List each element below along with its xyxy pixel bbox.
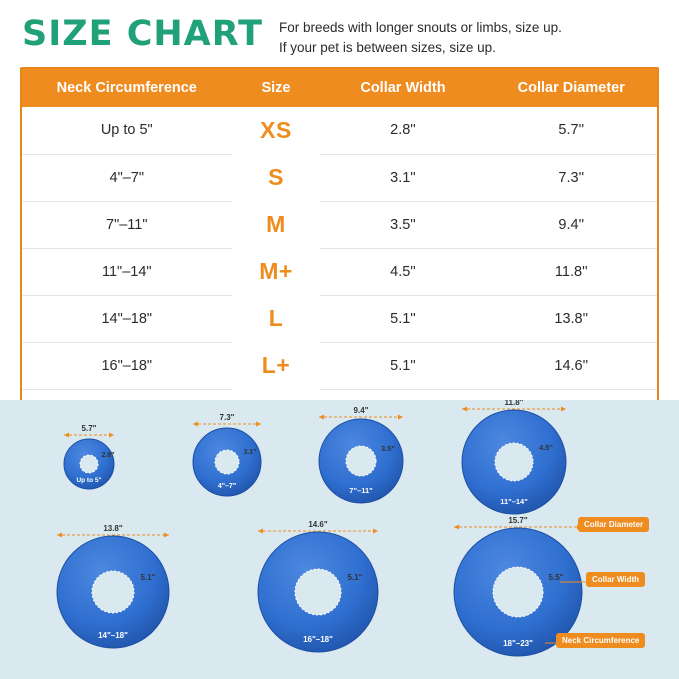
label-diameter-l-plus: 14.6" bbox=[308, 520, 328, 529]
cell-size: S bbox=[268, 164, 284, 191]
cell-diameter: 11.8'' bbox=[486, 248, 657, 295]
collar-illustration-l-plus bbox=[258, 520, 378, 652]
table-row bbox=[22, 201, 657, 248]
legend-collar-diameter: Collar Diameter bbox=[578, 517, 649, 532]
cell-neck: 4"–7" bbox=[22, 154, 232, 201]
cell-neck: 14"–18" bbox=[22, 295, 232, 342]
collar-illustration-m bbox=[319, 406, 403, 503]
collar-illustration-xs bbox=[64, 424, 115, 489]
label-diameter-m-plus: 11.8" bbox=[504, 400, 524, 407]
cell-width: 4.5'' bbox=[320, 248, 485, 295]
label-width-s: 3.1" bbox=[243, 449, 257, 456]
cell-diameter: 9.4'' bbox=[486, 201, 657, 248]
label-neck-l: 14"–18" bbox=[98, 631, 128, 640]
label-neck-m: 7"–11" bbox=[349, 486, 373, 495]
table-header-row bbox=[22, 69, 657, 107]
label-width-m-plus: 4.5" bbox=[539, 443, 553, 452]
table-row bbox=[22, 295, 657, 342]
label-width-m: 3.5" bbox=[381, 444, 395, 453]
cell-diameter: 13.8'' bbox=[486, 295, 657, 342]
table-row bbox=[22, 248, 657, 295]
cell-width: 2.8'' bbox=[320, 107, 485, 154]
cell-size: L bbox=[268, 305, 284, 332]
cell-neck: 11"–14" bbox=[22, 248, 232, 295]
label-width-l-plus: 5.1" bbox=[347, 573, 363, 582]
column-header-collar-width: Collar Width bbox=[320, 69, 485, 107]
cell-size: M bbox=[266, 211, 286, 238]
column-header-size: Size bbox=[232, 69, 321, 107]
cell-width: 3.1'' bbox=[320, 154, 485, 201]
label-width-xl: 5.5" bbox=[548, 573, 564, 582]
size-chart-table bbox=[20, 67, 659, 438]
header-note bbox=[279, 12, 562, 57]
cell-width: 5.1'' bbox=[320, 295, 485, 342]
label-neck-xs: Up to 5" bbox=[76, 477, 102, 484]
cell-size: M+ bbox=[259, 258, 293, 285]
label-neck-s: 4"–7" bbox=[217, 483, 237, 490]
table-row bbox=[22, 342, 657, 389]
legend-collar-width: Collar Width bbox=[586, 572, 645, 587]
label-diameter-l: 13.8" bbox=[103, 524, 123, 533]
page-header bbox=[0, 0, 679, 65]
label-width-xs: 2.8" bbox=[101, 452, 115, 459]
label-diameter-s: 7.3" bbox=[219, 413, 235, 422]
header-note-line-2: If your pet is between sizes, size up. bbox=[279, 39, 496, 55]
column-header-collar-diameter: Collar Diameter bbox=[486, 69, 657, 107]
legend-neck-circumference: Neck Circumference bbox=[556, 633, 645, 648]
table-row bbox=[22, 107, 657, 154]
header-note-line-1: For breeds with longer snouts or limbs, size up. bbox=[279, 20, 562, 35]
label-neck-xl: 18"–23" bbox=[503, 639, 533, 648]
page-title: SIZE CHART bbox=[22, 14, 264, 54]
cell-width: 5.1'' bbox=[320, 342, 485, 389]
label-neck-l-plus: 16"–18" bbox=[303, 635, 333, 644]
cell-width: 3.5'' bbox=[320, 201, 485, 248]
cell-neck: Up to 5" bbox=[22, 107, 232, 154]
table-body bbox=[22, 107, 657, 436]
label-width-l: 5.1" bbox=[140, 573, 156, 582]
cell-neck: 16"–18" bbox=[22, 342, 232, 389]
cell-diameter: 5.7'' bbox=[486, 107, 657, 154]
collar-illustration-m-plus bbox=[462, 400, 566, 514]
label-diameter-xs: 5.7" bbox=[81, 424, 97, 433]
cell-size: L+ bbox=[261, 352, 291, 379]
cell-diameter: 7.3'' bbox=[486, 154, 657, 201]
collar-illustration-s bbox=[193, 413, 261, 496]
column-header-neck: Neck Circumference bbox=[22, 69, 232, 107]
collar-illustration-l bbox=[57, 524, 169, 648]
label-diameter-xl: 15.7" bbox=[508, 516, 528, 525]
cell-neck: 7"–11" bbox=[22, 201, 232, 248]
label-neck-m-plus: 11"–14" bbox=[500, 497, 528, 506]
table-row bbox=[22, 154, 657, 201]
label-diameter-m: 9.4" bbox=[353, 406, 369, 415]
cell-diameter: 14.6'' bbox=[486, 342, 657, 389]
cell-size: XS bbox=[260, 117, 292, 144]
illustration-panel bbox=[0, 400, 679, 679]
